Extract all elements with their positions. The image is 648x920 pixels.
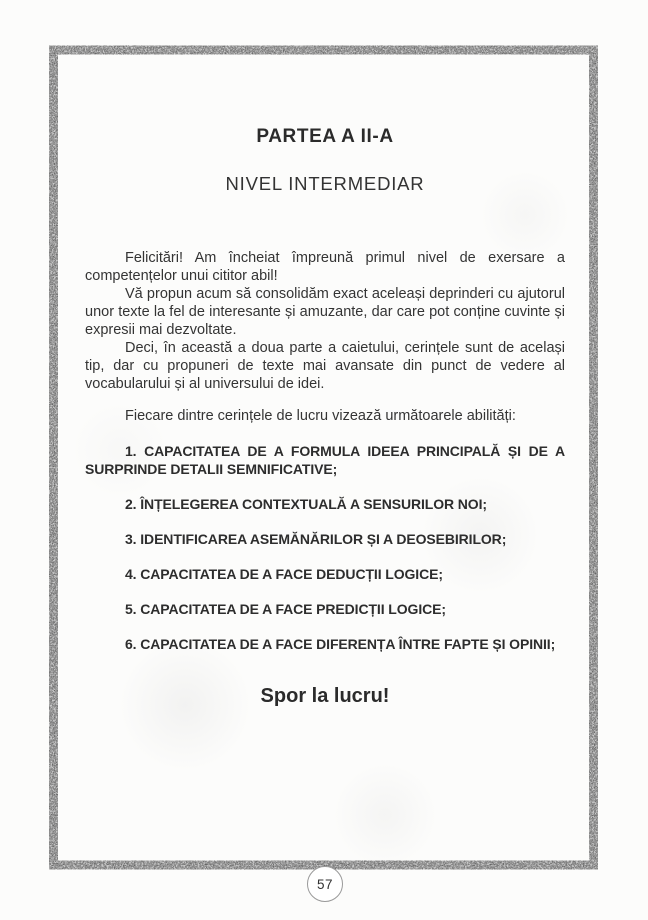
ability-item-4: 4. CAPACITATEA DE A FACE DEDUCȚII LOGICE; (125, 566, 443, 582)
abilities-lead-in: Fiecare dintre cerințele de lucru vizează următoarele abilități: (125, 408, 516, 424)
page-title: PARTEA A II-A (256, 126, 394, 147)
intro-paragraphs (85, 249, 565, 425)
closing-message: Spor la lucru! (260, 685, 390, 707)
paragraph-1: Felicitări! Am încheiat împreună primul nivel de exersare a competențelor unui cititor abil! (85, 250, 565, 284)
page-content (85, 0, 565, 709)
ability-item-5: 5. CAPACITATEA DE A FACE PREDICȚII LOGICE; (125, 601, 446, 617)
paragraph-2: Vă propun acum să consolidăm exact aceleași deprinderi cu ajutorul unor texte la fel de interesante și amuzante, dar care pot conține cuvinte și expresii mai dezvoltate. (85, 286, 565, 338)
paragraph-3: Deci, în această a doua parte a caietului, cerințele sunt de același tip, dar cu propuneri de texte mai avansate din punct de vedere al vocabularului și al universului de idei. (85, 340, 565, 392)
page-number: 57 (316, 876, 334, 892)
ability-item-3: 3. IDENTIFICAREA ASEMĂNĂRILOR ȘI A DEOSEBIRILOR; (125, 531, 507, 547)
abilities-list (85, 442, 565, 653)
ability-item-2: 2. ÎNȚELEGEREA CONTEXTUALĂ A SENSURILOR NOI; (125, 496, 487, 512)
page-subtitle: NIVEL INTERMEDIAR (225, 173, 425, 194)
page-number-badge (307, 866, 343, 902)
ability-item-6: 6. CAPACITATEA DE A FACE DIFERENȚA ÎNTRE FAPTE ȘI OPINII; (125, 636, 556, 652)
ability-item-1: 1. CAPACITATEA DE A FORMULA IDEEA PRINCIPALĂ ȘI DE A SURPRINDE DETALII SEMNIFICATIVE; (85, 443, 565, 477)
